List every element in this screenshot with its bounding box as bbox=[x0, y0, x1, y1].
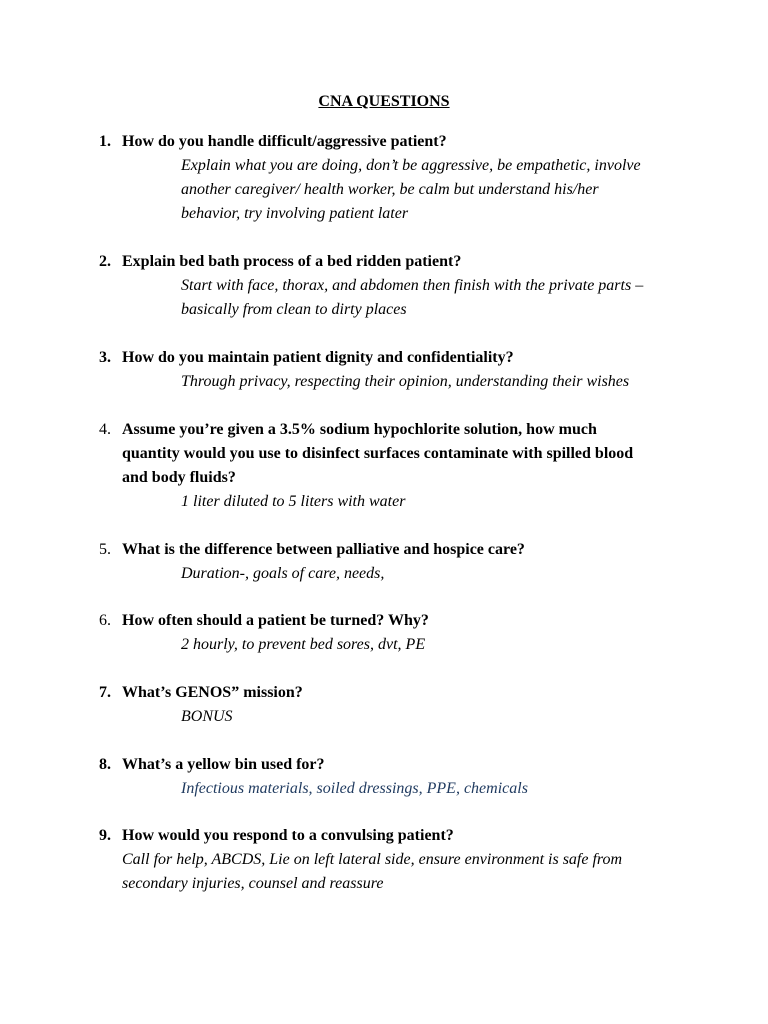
question-number: 3. bbox=[99, 349, 111, 366]
question-number: 2. bbox=[99, 253, 111, 270]
question-text: Assume you’re given a 3.5% sodium hypochlorite solution, how much quantity would you use to disinfect surfaces contaminate with spilled blood and body fluids? bbox=[122, 421, 634, 486]
answer-text: BONUS bbox=[181, 708, 233, 725]
answer-text: Start with face, thorax, and abdomen then finish with the private parts – basically from clean to dirty places bbox=[181, 277, 644, 318]
question-text: What’s a yellow bin used for? bbox=[122, 756, 325, 773]
question-text: How do you maintain patient dignity and confidentiality? bbox=[122, 349, 514, 366]
question-text: How often should a patient be turned? Why? bbox=[122, 612, 429, 629]
question-text: How would you respond to a convulsing patient? bbox=[122, 827, 454, 844]
question-text: What’s GENOS” mission? bbox=[122, 684, 303, 701]
question-number: 7. bbox=[99, 684, 111, 701]
answer-text: Duration-, goals of care, needs, bbox=[181, 565, 385, 582]
question-number: 6. bbox=[99, 612, 111, 629]
page-title: CNA QUESTIONS bbox=[318, 93, 450, 110]
answer-text: Infectious materials, soiled dressings, PPE, chemicals bbox=[181, 780, 528, 797]
question-number: 8. bbox=[99, 756, 111, 773]
answer-text: Through privacy, respecting their opinion, understanding their wishes bbox=[181, 373, 630, 390]
question-number: 4. bbox=[99, 421, 111, 438]
question-text: Explain bed bath process of a bed ridden patient? bbox=[122, 253, 462, 270]
question-text: What is the difference between palliative and hospice care? bbox=[122, 541, 525, 558]
answer-text: 1 liter diluted to 5 liters with water bbox=[181, 493, 406, 510]
answer-text: 2 hourly, to prevent bed sores, dvt, PE bbox=[181, 636, 426, 653]
answer-text: Call for help, ABCDS, Lie on left lateral side, ensure environment is safe from secondary injuries, counsel and reassure bbox=[122, 851, 623, 892]
question-number: 9. bbox=[99, 827, 111, 844]
question-number: 5. bbox=[99, 541, 111, 558]
question-text: How do you handle difficult/aggressive patient? bbox=[122, 133, 447, 150]
question-number: 1. bbox=[99, 133, 111, 150]
answer-text: Explain what you are doing, don’t be aggressive, be empathetic, involve another caregiver/ health worker, be calm but understand his/her behavior, try involving patient later bbox=[181, 157, 641, 222]
